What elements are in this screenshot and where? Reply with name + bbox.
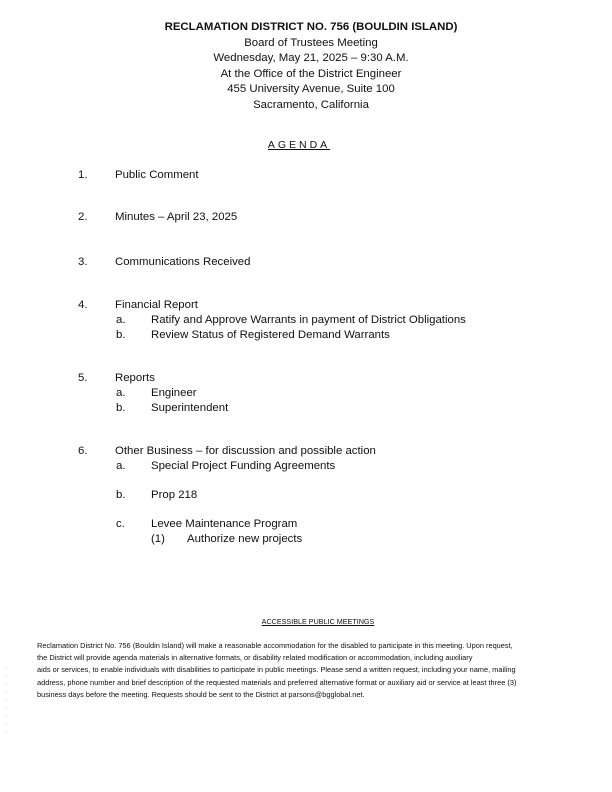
accessibility-notice (37, 640, 603, 701)
subitem-text: Levee Maintenance Program (151, 518, 298, 530)
subsubitem-label: (1) (151, 533, 165, 545)
subitem-label: a. (116, 314, 126, 326)
notice-line: aids or services, to enable individuals with disabilities to participate in public meetings. Please send a written request, including your name, mailing (37, 665, 516, 675)
meeting-type: Board of Trustees Meeting (244, 36, 378, 49)
notice-line: Reclamation District No. 756 (Bouldin Island) will make a reasonable accommodation for the disabled to participate in this meeting. Upon request, (37, 641, 513, 650)
item-title: Other Business – for discussion and possible action (115, 445, 376, 457)
item-number: 1. (78, 169, 88, 181)
subitem-label: a. (116, 460, 126, 472)
item-title: Communications Received (115, 256, 251, 268)
subitem-label: c. (116, 518, 125, 530)
meeting-location: At the Office of the District Engineer (220, 67, 402, 80)
subitem-text: Special Project Funding Agreements (151, 460, 336, 472)
scan-margin-marks: · · · · · · · · · (5, 665, 7, 735)
notice-line: address, phone number and brief description of the requested materials and preferred alternative format or auxiliary aid or service at least three (3) (37, 677, 517, 687)
subitem-label: b. (116, 329, 126, 341)
subitem-text: Ratify and Approve Warrants in payment of District Obligations (151, 314, 466, 326)
notice-line: business days before the meeting. Requests should be sent to the District at parsons@bgglobal.net. (37, 689, 365, 699)
item-title: Public Comment (115, 169, 199, 181)
item-number: 6. (78, 445, 88, 457)
district-name: RECLAMATION DISTRICT NO. 756 (BOULDIN ISLAND) (164, 21, 458, 33)
item-number: 3. (78, 256, 88, 268)
subitem-text: Prop 218 (151, 489, 198, 501)
meeting-address: 455 University Avenue, Suite 100 (227, 83, 395, 96)
subitem-text: Review Status of Registered Demand Warrants (151, 329, 390, 341)
subitem-text: Engineer (151, 387, 197, 399)
item-title: Reports (115, 372, 155, 384)
item-number: 4. (78, 299, 88, 311)
subsubitem-text: Authorize new projects (187, 533, 303, 545)
meeting-city: Sacramento, California (253, 98, 369, 111)
accessibility-heading: ACCESSIBLE PUBLIC MEETINGS (261, 617, 375, 626)
subitem-label: a. (116, 387, 126, 399)
item-number: 5. (78, 372, 88, 384)
subitem-label: b. (116, 402, 126, 414)
agenda-title: AGENDA (267, 139, 331, 151)
item-number: 2. (78, 211, 88, 223)
meeting-header (0, 20, 612, 114)
item-title: Minutes – April 23, 2025 (115, 211, 238, 223)
subitem-text: Superintendent (151, 402, 229, 414)
meeting-date-time: Wednesday, May 21, 2025 – 9:30 A.M. (213, 52, 409, 65)
subitem-label: b. (116, 489, 126, 501)
notice-line: the District will provide agenda materials in alternative formats, or disability related modification or accommodation, including auxiliary (37, 653, 473, 663)
item-title: Financial Report (115, 299, 198, 311)
